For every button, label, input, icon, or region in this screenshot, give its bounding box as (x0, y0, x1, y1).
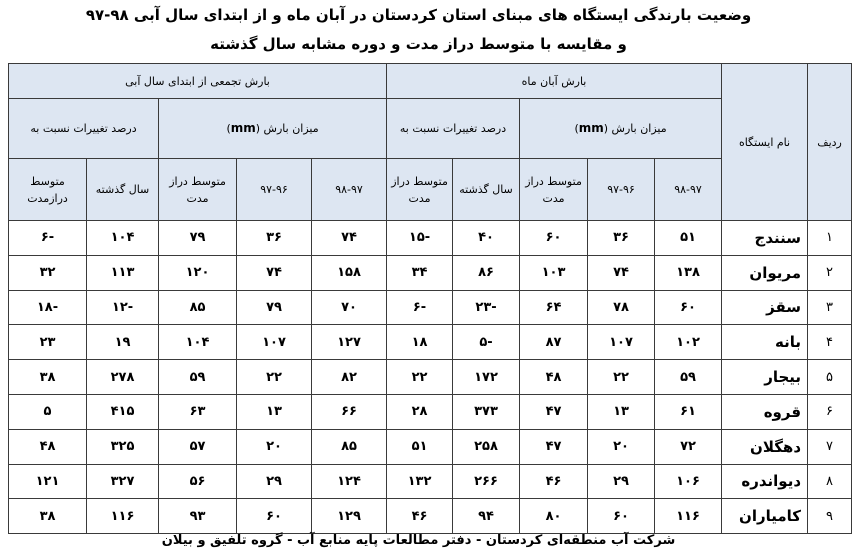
header-cum-longterm: متوسط دراز مدت (159, 159, 237, 221)
header-aban-rain-mm (520, 99, 722, 159)
cum-rain-9897: ۶۶ (312, 394, 387, 429)
aban-rain-longterm: ۸۷ (520, 325, 588, 360)
row-number: ۹ (808, 499, 852, 534)
aban-pct-last-year: ۲۵۸ (453, 429, 520, 464)
cum-pct-last-year: ۱۱۶ (87, 499, 159, 534)
cum-rain-9897: ۸۵ (312, 429, 387, 464)
aban-pct-last-year: -۵ (453, 325, 520, 360)
rainfall-table (8, 63, 852, 534)
table-row (9, 290, 852, 325)
cum-rain-9796: ۲۹ (237, 464, 312, 499)
cum-rain-longterm: ۵۷ (159, 429, 237, 464)
station-name: دهگلان (722, 429, 808, 464)
aban-rain-9897: ۱۰۶ (655, 464, 722, 499)
aban-rain-longterm: ۴۷ (520, 394, 588, 429)
table-row (9, 360, 852, 395)
table-body (9, 221, 852, 534)
aban-rain-9796: ۷۴ (588, 255, 655, 290)
header-cum-9897: ۹۸-۹۷ (312, 159, 387, 221)
cum-rain-9796: ۱۳ (237, 394, 312, 429)
cum-rain-9796: ۳۶ (237, 221, 312, 256)
aban-rain-longterm: ۱۰۳ (520, 255, 588, 290)
aban-rain-9897: ۵۹ (655, 360, 722, 395)
header-cum-rain-mm (159, 99, 387, 159)
table-row (9, 464, 852, 499)
cum-rain-9796: ۷۴ (237, 255, 312, 290)
aban-pct-longterm: ۴۶ (387, 499, 453, 534)
cum-pct-last-year: ۲۷۸ (87, 360, 159, 395)
aban-pct-longterm: ۳۴ (387, 255, 453, 290)
cum-rain-longterm: ۱۰۴ (159, 325, 237, 360)
aban-pct-last-year: ۹۴ (453, 499, 520, 534)
cum-pct-longterm: ۱۲۱ (9, 464, 87, 499)
cum-pct-last-year: ۳۲۷ (87, 464, 159, 499)
aban-pct-longterm: -۶ (387, 290, 453, 325)
cum-pct-longterm: ۵ (9, 394, 87, 429)
row-number: ۳ (808, 290, 852, 325)
header-cumulative-group: بارش تجمعی از ابتدای سال آبی (9, 64, 387, 99)
cum-rain-9796: ۲۲ (237, 360, 312, 395)
aban-pct-last-year: ۳۷۳ (453, 394, 520, 429)
cum-pct-last-year: -۱۲ (87, 290, 159, 325)
aban-rain-9796: ۱۳ (588, 394, 655, 429)
cum-rain-longterm: ۵۶ (159, 464, 237, 499)
aban-pct-longterm: ۵۱ (387, 429, 453, 464)
cum-rain-longterm: ۹۳ (159, 499, 237, 534)
cum-rain-9897: ۱۵۸ (312, 255, 387, 290)
aban-rain-9796: ۲۲ (588, 360, 655, 395)
header-aban-9897: ۹۸-۹۷ (655, 159, 722, 221)
aban-rain-9897: ۶۱ (655, 394, 722, 429)
cum-rain-longterm: ۷۹ (159, 221, 237, 256)
table-row (9, 255, 852, 290)
cum-pct-last-year: ۴۱۵ (87, 394, 159, 429)
station-name: قروه (722, 394, 808, 429)
station-name: کامیاران (722, 499, 808, 534)
cum-pct-last-year: ۳۲۵ (87, 429, 159, 464)
aban-pct-last-year: -۲۳ (453, 290, 520, 325)
aban-rain-9796: ۶۰ (588, 499, 655, 534)
station-name: مریوان (722, 255, 808, 290)
cum-pct-longterm: ۳۸ (9, 360, 87, 395)
aban-pct-longterm: -۱۵ (387, 221, 453, 256)
table-title-line2: و مقایسه با متوسط دراز مدت و دوره مشابه سال گذشته (210, 35, 627, 53)
header-aban-group: بارش آبان ماه (387, 64, 722, 99)
rain-mm-unit: mm (578, 121, 604, 135)
row-number: ۸ (808, 464, 852, 499)
aban-pct-last-year: ۸۶ (453, 255, 520, 290)
cum-pct-last-year: ۱۰۴ (87, 221, 159, 256)
cum-pct-longterm: ۲۳ (9, 325, 87, 360)
cum-rain-longterm: ۶۳ (159, 394, 237, 429)
cum-rain-9897: ۸۲ (312, 360, 387, 395)
cum-rain-9897: ۱۲۷ (312, 325, 387, 360)
cum-rain-longterm: ۱۲۰ (159, 255, 237, 290)
aban-rain-9897: ۱۰۲ (655, 325, 722, 360)
aban-pct-last-year: ۲۶۶ (453, 464, 520, 499)
cum-pct-longterm: ۳۸ (9, 499, 87, 534)
footer-credit: شرکت آب منطقه‌ای کردستان - دفتر مطالعات پایه منابع آب - گروه تلفیق و بیلان (161, 533, 676, 548)
aban-rain-longterm: ۴۷ (520, 429, 588, 464)
rain-mm-unit: mm (230, 121, 256, 135)
aban-rain-longterm: ۴۸ (520, 360, 588, 395)
header-aban-longterm: متوسط دراز مدت (520, 159, 588, 221)
rain-mm-suffix: ) (226, 122, 231, 135)
aban-pct-longterm: ۲۸ (387, 394, 453, 429)
aban-rain-9897: ۱۱۶ (655, 499, 722, 534)
aban-rain-9796: ۳۶ (588, 221, 655, 256)
table-title-line1: وضعیت بارندگی ایستگاه های مبنای استان کردستان در آبان ماه و از ابتدای سال آبی ۹۸-۹۷ (85, 6, 752, 24)
header-station: نام ایستگاه (722, 64, 808, 221)
aban-rain-9897: ۶۰ (655, 290, 722, 325)
aban-pct-last-year: ۱۷۲ (453, 360, 520, 395)
aban-pct-longterm: ۲۲ (387, 360, 453, 395)
cum-rain-9796: ۷۹ (237, 290, 312, 325)
header-cum-9796: ۹۷-۹۶ (237, 159, 312, 221)
table-row (9, 499, 852, 534)
cum-pct-last-year: ۱۱۳ (87, 255, 159, 290)
cum-rain-longterm: ۵۹ (159, 360, 237, 395)
header-aban-9796: ۹۷-۹۶ (588, 159, 655, 221)
cum-pct-longterm: ۳۲ (9, 255, 87, 290)
header-cum-pct-change: درصد تغییرات نسبت به (9, 99, 159, 159)
aban-rain-longterm: ۴۶ (520, 464, 588, 499)
table-row (9, 221, 852, 256)
aban-rain-9796: ۱۰۷ (588, 325, 655, 360)
station-name: بیجار (722, 360, 808, 395)
station-name: دیواندره (722, 464, 808, 499)
rain-mm-suffix: ) (574, 122, 579, 135)
station-name: بانه (722, 325, 808, 360)
header-cum-longterm-pct: متوسط درازمدت (9, 159, 87, 221)
aban-rain-longterm: ۸۰ (520, 499, 588, 534)
header-row-no: ردیف (808, 64, 852, 221)
cum-pct-longterm: ۴۸ (9, 429, 87, 464)
aban-rain-9897: ۷۲ (655, 429, 722, 464)
row-number: ۷ (808, 429, 852, 464)
rain-mm-prefix: میزان بارش ( (603, 122, 667, 135)
cum-rain-9897: ۱۲۴ (312, 464, 387, 499)
row-number: ۵ (808, 360, 852, 395)
aban-pct-last-year: ۴۰ (453, 221, 520, 256)
header-aban-last-year: سال گذشته (453, 159, 520, 221)
table-row (9, 394, 852, 429)
cum-rain-9897: ۱۲۹ (312, 499, 387, 534)
cum-pct-longterm: -۱۸ (9, 290, 87, 325)
aban-rain-9796: ۷۸ (588, 290, 655, 325)
aban-pct-longterm: ۱۳۲ (387, 464, 453, 499)
row-number: ۶ (808, 394, 852, 429)
row-number: ۱ (808, 221, 852, 256)
cum-rain-9796: ۲۰ (237, 429, 312, 464)
cum-pct-last-year: ۱۹ (87, 325, 159, 360)
cum-rain-9796: ۱۰۷ (237, 325, 312, 360)
cum-rain-9796: ۶۰ (237, 499, 312, 534)
cum-rain-longterm: ۸۵ (159, 290, 237, 325)
aban-rain-longterm: ۶۰ (520, 221, 588, 256)
row-number: ۴ (808, 325, 852, 360)
aban-rain-9897: ۱۳۸ (655, 255, 722, 290)
rain-mm-prefix: میزان بارش ( (255, 122, 319, 135)
row-number: ۲ (808, 255, 852, 290)
table-row (9, 429, 852, 464)
header-aban-pct-change: درصد تغییرات نسبت به (387, 99, 520, 159)
table-row (9, 325, 852, 360)
aban-rain-9796: ۲۰ (588, 429, 655, 464)
aban-pct-longterm: ۱۸ (387, 325, 453, 360)
station-name: سقز (722, 290, 808, 325)
station-name: سنندج (722, 221, 808, 256)
aban-rain-9796: ۲۹ (588, 464, 655, 499)
aban-rain-9897: ۵۱ (655, 221, 722, 256)
aban-rain-longterm: ۶۴ (520, 290, 588, 325)
header-aban-longterm-pct: متوسط دراز مدت (387, 159, 453, 221)
cum-rain-9897: ۷۰ (312, 290, 387, 325)
header-cum-last-year: سال گذشته (87, 159, 159, 221)
cum-pct-longterm: -۶ (9, 221, 87, 256)
cum-rain-9897: ۷۴ (312, 221, 387, 256)
